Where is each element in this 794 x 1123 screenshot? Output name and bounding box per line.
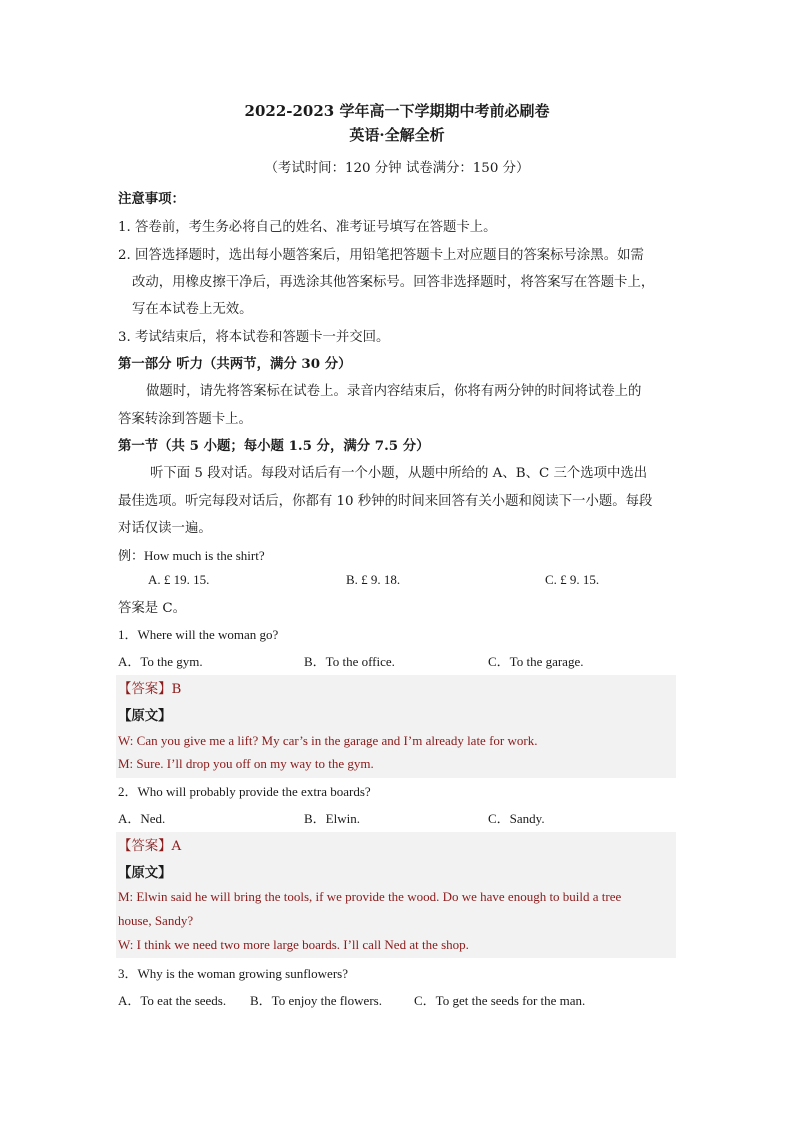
question-2-transcript-2: W: I think we need two more large boards. I’ll call Ned at the shop. <box>118 937 469 952</box>
example-option-b: B. £ 9. 18. <box>346 572 401 587</box>
question-2-option-a: A．Ned. <box>118 811 166 826</box>
example-option-a: A. £ 19. 15. <box>148 572 210 587</box>
question-2-option-c: C．Sandy. <box>488 811 545 826</box>
question-1-source-label: 【原文】 <box>118 708 172 724</box>
notice-item-2-line-2: 改动，用橡皮擦干净后，再选涂其他答案标号。回答非选择题时，将答案写在答题卡上， <box>132 275 655 290</box>
notice-heading: 注意事项： <box>118 191 185 207</box>
exam-info: （考试时间：120 分钟 试卷满分：150 分） <box>264 161 530 176</box>
notice-item-1: 1. 答卷前，考生务必将自己的姓名、准考证号填写在答题卡上。 <box>118 220 497 235</box>
question-1-stem: 1．Where will the woman go? <box>118 627 279 642</box>
question-1-answer: 【答案】B <box>118 682 182 697</box>
part1-intro-line-2: 答案转涂到答题卡上。 <box>118 412 252 427</box>
part1-intro-line-1: 做题时，请先将答案标在试卷上。录音内容结束后，你将有两分钟的时间将试卷上的 <box>146 384 642 399</box>
exam-subtitle: 英语·全解全析 <box>349 126 445 144</box>
notice-item-3: 3. 考试结束后，将本试卷和答题卡一并交回。 <box>118 330 390 345</box>
section1-intro-line-1: 听下面 5 段对话。每段对话后有一个小题，从题中所给的 A、B、C 三个选项中选出 <box>150 466 648 481</box>
question-1-transcript-2: M: Sure. I’ll drop you off on my way to the gym. <box>118 756 374 771</box>
section1-intro-line-2: 最佳选项。听完每段对话后，你都有 10 秒钟的时间来回答有关小题和阅读下一小题。每段 <box>118 494 653 509</box>
question-3-stem: 3．Why is the woman growing sunflowers? <box>118 966 348 981</box>
question-2-answer: 【答案】A <box>118 839 182 854</box>
question-1-transcript-1: W: Can you give me a lift? My car’s in the garage and I’m already late for work. <box>118 733 538 748</box>
question-1-option-a: A．To the gym. <box>118 654 203 669</box>
exam-title: 2022-2023 学年高一下学期期中考前必刷卷 <box>244 102 550 120</box>
question-2-transcript-1b: house, Sandy? <box>118 913 194 928</box>
section1-heading: 第一节（共 5 小题；每小题 1.5 分，满分 7.5 分） <box>118 438 430 454</box>
question-1-option-c: C．To the garage. <box>488 654 584 669</box>
notice-item-2-line-1: 2. 回答选择题时，选出每小题答案后，用铅笔把答题卡上对应题目的答案标号涂黑。如需 <box>118 248 644 263</box>
question-2-source-label: 【原文】 <box>118 865 172 881</box>
question-2-stem: 2．Who will probably provide the extra boards? <box>118 784 371 799</box>
notice-item-2-line-3: 写在本试卷上无效。 <box>132 302 253 317</box>
question-2-transcript-1: M: Elwin said he will bring the tools, if we provide the wood. Do we have enough to build a tree <box>118 889 622 904</box>
example-question: 例：How much is the shirt? <box>118 548 265 563</box>
section1-intro-line-3: 对话仅读一遍。 <box>118 521 212 536</box>
example-option-c: C. £ 9. 15. <box>545 572 600 587</box>
example-answer: 答案是 C。 <box>118 601 187 616</box>
question-2-option-b: B．Elwin. <box>304 811 360 826</box>
question-1-option-b: B．To the office. <box>304 654 395 669</box>
part1-heading: 第一部分 听力（共两节，满分 30 分） <box>118 356 352 372</box>
question-3-option-a: A．To eat the seeds. <box>118 993 227 1008</box>
question-3-option-b: B．To enjoy the flowers. <box>250 993 382 1008</box>
question-3-option-c: C．To get the seeds for the man. <box>414 993 586 1008</box>
